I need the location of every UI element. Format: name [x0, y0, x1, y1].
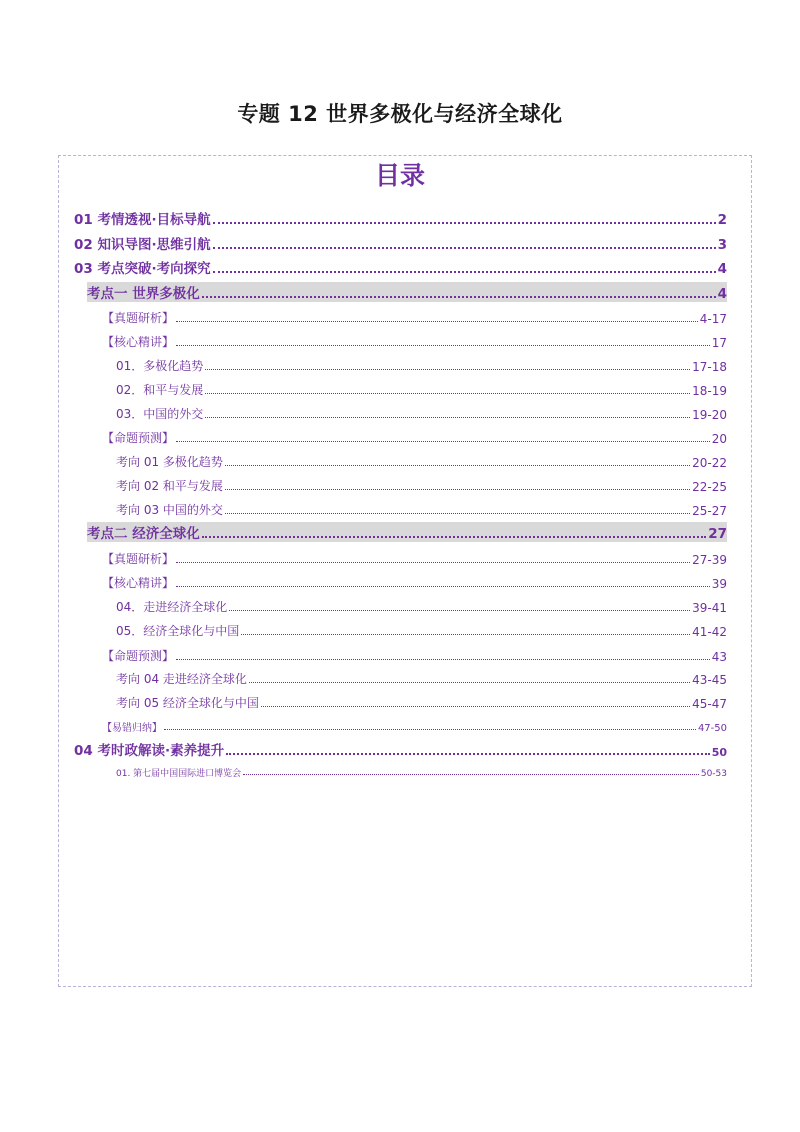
toc-entry-label: 04 考时政解读·素养提升 [74, 743, 225, 759]
toc-entry-page: 4-17 [699, 312, 727, 326]
toc-entry-page: 39-41 [692, 601, 727, 615]
dot-leader [225, 465, 690, 466]
toc-entry-label: 04．走进经济全球化 [116, 600, 228, 614]
dot-leader [243, 774, 699, 775]
toc-entry-page: 22-25 [692, 480, 727, 494]
dot-leader [249, 682, 690, 683]
toc-entry-page: 18-19 [692, 384, 727, 398]
dot-leader [202, 536, 707, 538]
toc-entry-exam-analysis[interactable] [102, 307, 727, 326]
dot-leader [202, 296, 716, 298]
toc-entry-section-04[interactable] [74, 739, 727, 759]
toc-entry-label: 05．经济全球化与中国 [116, 624, 240, 638]
toc-entry-label: 【易错归纳】 [102, 723, 162, 734]
toc-entry-item[interactable] [116, 762, 727, 779]
toc-entry-label: 考点二 经济全球化 [87, 526, 200, 542]
dot-leader [205, 417, 690, 418]
toc-entry-page: 20 [711, 432, 727, 446]
toc-entry-page: 50 [711, 746, 727, 759]
toc-entry-topic-1[interactable] [87, 282, 727, 302]
dot-leader [176, 441, 710, 442]
toc-entry-item[interactable] [116, 451, 727, 470]
dot-leader [176, 562, 690, 563]
dot-leader [213, 271, 716, 273]
dot-leader [164, 729, 696, 730]
dot-leader [205, 369, 690, 370]
toc-entry-label: 考向 02 和平与发展 [116, 479, 223, 493]
dot-leader [176, 321, 698, 322]
toc-entry-item[interactable] [116, 403, 727, 422]
toc-entry-label: 考向 03 中国的外交 [116, 503, 223, 517]
toc-entry-item[interactable] [116, 596, 727, 615]
toc-entry-page: 47-50 [697, 723, 727, 734]
toc-entry-page: 19-20 [692, 408, 727, 422]
dot-leader [176, 586, 710, 587]
toc-entry-exam-analysis[interactable] [102, 548, 727, 567]
toc-entry-page: 43 [711, 650, 727, 664]
toc-entry-prediction[interactable] [102, 645, 727, 664]
toc-entry-page: 4 [717, 261, 727, 277]
toc-entry-label: 03 考点突破·考向探究 [74, 261, 211, 277]
toc-entry-page: 27-39 [692, 553, 727, 567]
toc-entry-label: 考向 01 多极化趋势 [116, 455, 223, 469]
toc-entry-page: 50-53 [700, 769, 727, 779]
toc-entry-page: 41-42 [692, 625, 727, 639]
dot-leader [213, 222, 716, 224]
toc-entry-item[interactable] [116, 620, 727, 639]
toc-entry-core-lecture[interactable] [102, 331, 727, 350]
toc-entry-page: 20-22 [692, 456, 727, 470]
toc-entry-label: 【核心精讲】 [102, 576, 175, 590]
toc-heading: 目录 [374, 161, 425, 190]
toc-entry-label: 【核心精讲】 [102, 335, 175, 349]
toc-entry-page: 2 [717, 212, 727, 228]
toc-entry-page: 45-47 [692, 697, 727, 711]
toc-entry-page: 3 [717, 237, 727, 253]
toc-frame [58, 155, 752, 987]
toc-entry-common-mistakes[interactable] [102, 717, 727, 734]
toc-entry-item[interactable] [116, 499, 727, 518]
dot-leader [176, 345, 710, 346]
toc-entry-prediction[interactable] [102, 427, 727, 446]
dot-leader [241, 634, 690, 635]
toc-entry-label: 考向 04 走进经济全球化 [116, 672, 247, 686]
toc-entry-label: 【真题研析】 [102, 552, 175, 566]
toc-entry-label: 【命题预测】 [102, 649, 175, 663]
toc-entry-label: 02．和平与发展 [116, 383, 204, 397]
toc-entry-item[interactable] [116, 355, 727, 374]
toc-entry-label: 01．多极化趋势 [116, 359, 204, 373]
dot-leader [225, 489, 690, 490]
toc-entry-label: 【真题研析】 [102, 311, 175, 325]
toc-entry-label: 01 考情透视·目标导航 [74, 212, 211, 228]
toc-entry-label: 02 知识导图·思维引航 [74, 237, 211, 253]
toc-entry-item[interactable] [116, 379, 727, 398]
toc-entry-section-02[interactable] [74, 233, 727, 253]
toc-entry-page: 17 [711, 336, 727, 350]
document-title: 专题 12 世界多极化与经济全球化 [237, 102, 563, 126]
toc-entry-page: 43-45 [692, 673, 727, 687]
toc-entry-core-lecture[interactable] [102, 572, 727, 591]
dot-leader [205, 393, 690, 394]
toc-entry-label: 01. 第七届中国国际进口博览会 [116, 769, 242, 779]
toc-entry-page: 25-27 [692, 504, 727, 518]
toc-entry-section-01[interactable] [74, 208, 727, 228]
toc-entry-page: 17-18 [692, 360, 727, 374]
toc-entry-label: 考点一 世界多极化 [87, 286, 200, 302]
dot-leader [229, 610, 690, 611]
toc-entry-label: 【命题预测】 [102, 431, 175, 445]
toc-entry-topic-2[interactable] [87, 522, 727, 542]
toc-entry-label: 考向 05 经济全球化与中国 [116, 696, 259, 710]
dot-leader [176, 659, 710, 660]
dot-leader [213, 247, 716, 249]
toc-entry-item[interactable] [116, 475, 727, 494]
dot-leader [226, 753, 710, 755]
toc-entry-item[interactable] [116, 668, 727, 687]
toc-entry-section-03[interactable] [74, 257, 727, 277]
dot-leader [225, 513, 690, 514]
toc-entry-item[interactable] [116, 692, 727, 711]
toc-entry-page: 39 [711, 577, 727, 591]
toc-entry-page: 4 [717, 286, 727, 302]
toc-entry-page: 27 [708, 526, 727, 542]
toc-entry-label: 03．中国的外交 [116, 407, 204, 421]
dot-leader [261, 706, 690, 707]
